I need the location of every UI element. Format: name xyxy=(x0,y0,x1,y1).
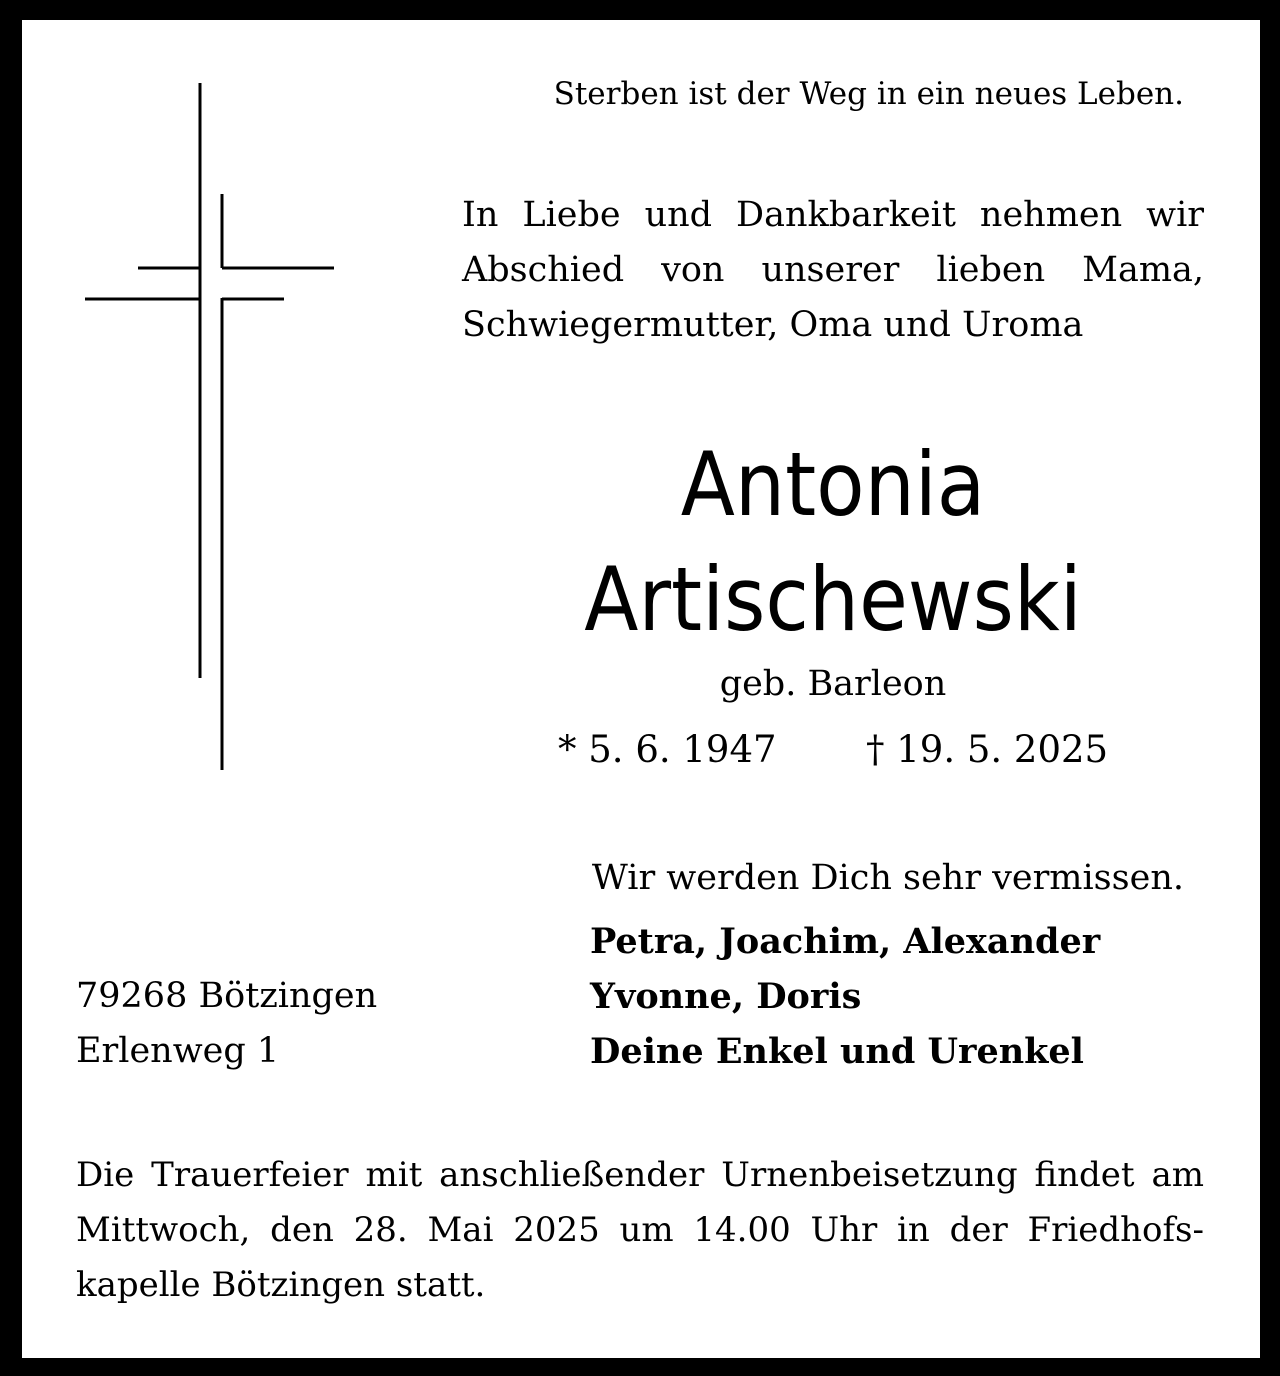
intro-line: Schwiegermutter, Oma und Uroma xyxy=(462,305,1084,345)
closing-line: Wir werden Dich sehr vermissen. xyxy=(591,858,1184,898)
mourner-line: Deine Enkel und Urenkel xyxy=(590,1031,1084,1072)
intro-line: Abschied von unserer lieben Mama, xyxy=(462,250,1204,290)
address xyxy=(76,969,377,1079)
born-name: geb. Barleon xyxy=(719,664,947,704)
death-date: † 19. 5. 2025 xyxy=(866,728,1109,771)
deceased-first-name: Antonia xyxy=(680,433,986,536)
mourners-list xyxy=(590,914,1100,1079)
intro-text xyxy=(462,188,1204,353)
ceremony-line: kapelle Bötzingen statt. xyxy=(76,1265,486,1305)
ceremony-text xyxy=(76,1148,1204,1313)
birth-date: * 5. 6. 1947 xyxy=(558,728,777,771)
ceremony-line: Mittwoch, den 28. Mai 2025 um 14.00 Uhr in der Friedhofs- xyxy=(76,1210,1204,1250)
address-line: Erlenweg 1 xyxy=(76,1031,280,1071)
ceremony-line: Die Trauerfeier mit anschließender Urnenbeisetzung findet am xyxy=(76,1155,1204,1195)
cross-icon xyxy=(22,20,422,820)
motto: Sterben ist der Weg in ein neues Leben. xyxy=(553,76,1184,112)
obituary-notice xyxy=(22,20,1260,1358)
mourner-line: Petra, Joachim, Alexander xyxy=(590,921,1101,962)
intro-line: In Liebe und Dankbarkeit nehmen wir xyxy=(462,195,1204,235)
deceased-last-name: Artischewski xyxy=(584,548,1082,651)
address-line: 79268 Bötzingen xyxy=(76,976,378,1016)
mourner-line: Yvonne, Doris xyxy=(590,976,862,1017)
